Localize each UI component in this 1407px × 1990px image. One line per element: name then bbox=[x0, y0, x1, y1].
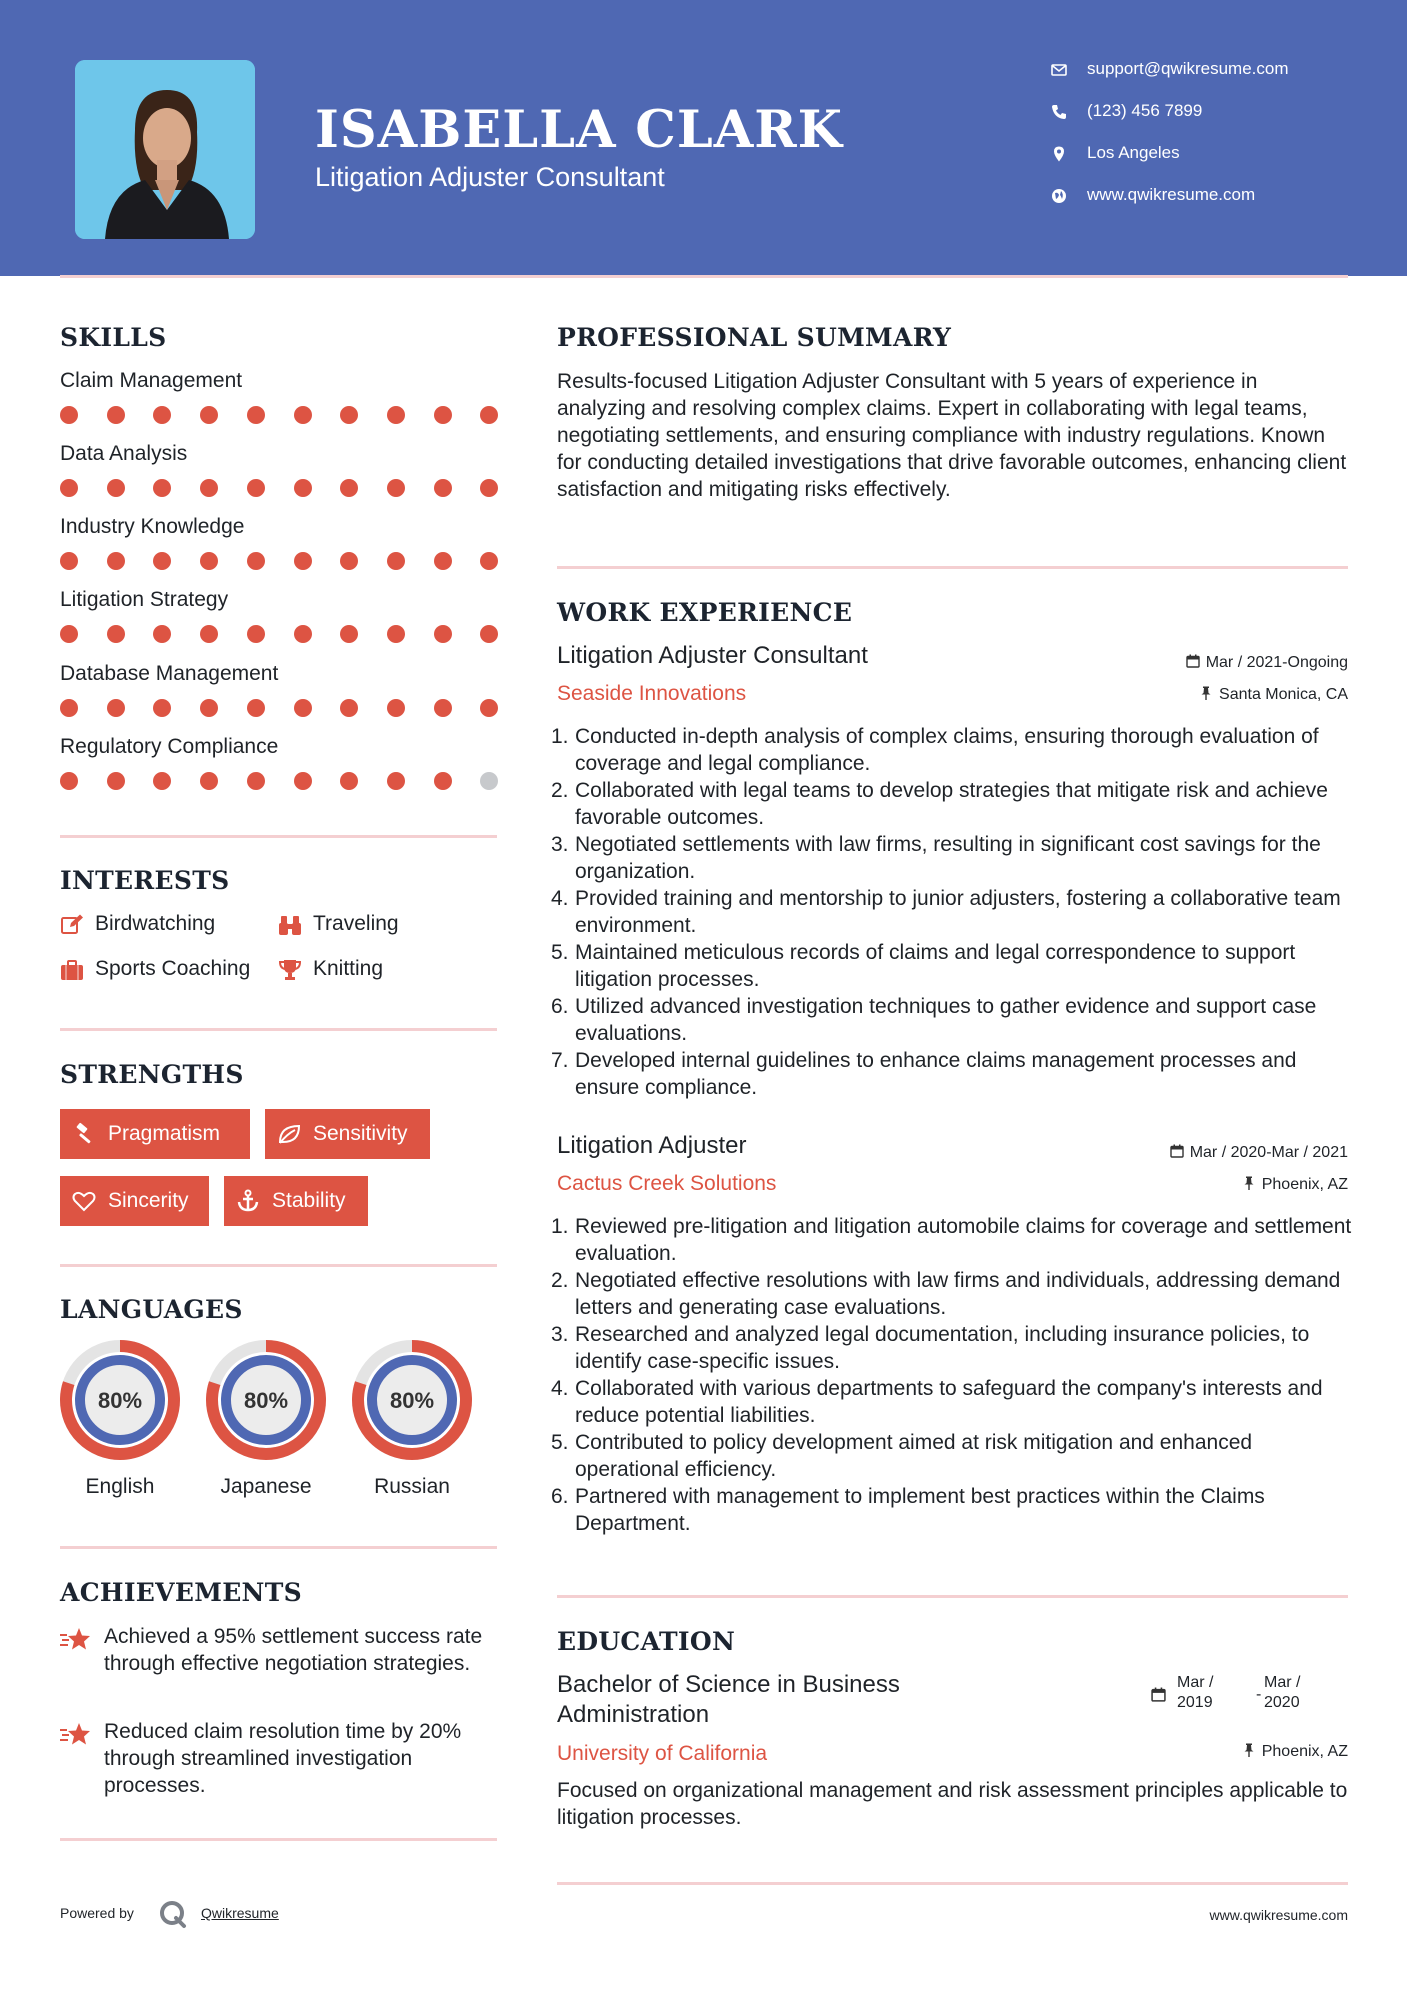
skill-rating bbox=[60, 625, 500, 645]
achievement-text: Achieved a 95% settlement success rate through effective negotiation strategies. bbox=[104, 1625, 483, 1675]
skill-dot-filled bbox=[434, 772, 452, 790]
job-dates bbox=[1170, 1144, 1348, 1162]
skill-dot-filled bbox=[294, 479, 312, 497]
job-bullet: 2. Negotiated effective resolutions with law firms and individuals, addressing demand letters and generating case evaluations. bbox=[551, 1269, 1341, 1319]
skill-dot-filled bbox=[107, 552, 125, 570]
gauge-percent-label: 80% bbox=[243, 1388, 289, 1413]
star-icon bbox=[60, 1627, 92, 1651]
skill-dot-filled bbox=[153, 406, 171, 424]
skill-dot-filled bbox=[247, 772, 265, 790]
briefcase-icon bbox=[60, 958, 84, 982]
strength-tag bbox=[60, 1109, 250, 1159]
skills-heading: SKILLS bbox=[60, 323, 167, 352]
skill-dot-filled bbox=[153, 625, 171, 643]
envelope-icon bbox=[1050, 61, 1068, 79]
calendar-icon bbox=[1151, 1687, 1166, 1702]
interest-label: Traveling bbox=[313, 912, 399, 935]
skill-dot-filled bbox=[480, 406, 498, 424]
skill-dot-filled bbox=[387, 406, 405, 424]
skill-dot-filled bbox=[480, 625, 498, 643]
skill-dot-filled bbox=[247, 552, 265, 570]
skill-dot-filled bbox=[387, 699, 405, 717]
skill-dot-filled bbox=[340, 479, 358, 497]
skill-dot-filled bbox=[434, 552, 452, 570]
job-location bbox=[1242, 1176, 1348, 1194]
interest-label: Birdwatching bbox=[95, 912, 216, 935]
skill-dot-filled bbox=[153, 772, 171, 790]
gauge-percent-label: 80% bbox=[97, 1388, 143, 1413]
job-location-text: Santa Monica, CA bbox=[1219, 686, 1348, 703]
skill-dot-filled bbox=[340, 406, 358, 424]
skill-dot-filled bbox=[60, 699, 78, 717]
job-title: Litigation Adjuster Consultant bbox=[557, 642, 868, 669]
skill-dot-filled bbox=[294, 625, 312, 643]
skill-dot-filled bbox=[480, 479, 498, 497]
skill-rating bbox=[60, 479, 500, 499]
skill-label: Regulatory Compliance bbox=[60, 735, 279, 758]
job-bullet: 2. Collaborated with legal teams to develop strategies that mitigate risk and achieve favorable outcomes. bbox=[551, 779, 1328, 829]
strengths-heading: STRENGTHS bbox=[60, 1060, 244, 1089]
job-dates-text: Mar / 2021-Ongoing bbox=[1205, 654, 1348, 671]
language-label: Japanese bbox=[220, 1475, 312, 1498]
language-label: Russian bbox=[374, 1475, 450, 1498]
skill-dot-filled bbox=[340, 699, 358, 717]
skill-dot-filled bbox=[107, 772, 125, 790]
globe-icon bbox=[1050, 187, 1068, 205]
section-divider bbox=[60, 1546, 497, 1549]
skill-dot-filled bbox=[434, 699, 452, 717]
contact-website-text: www.qwikresume.com bbox=[1087, 185, 1256, 204]
calendar-icon bbox=[1170, 1144, 1184, 1158]
anchor-icon bbox=[236, 1189, 260, 1213]
job-bullet: 3. Researched and analyzed legal documentation, including insurance policies, to identify case-specific issues. bbox=[551, 1323, 1310, 1373]
profile-photo bbox=[75, 60, 255, 239]
edu-location-text: Phoenix, AZ bbox=[1261, 1743, 1348, 1760]
summary-heading: PROFESSIONAL SUMMARY bbox=[557, 323, 952, 352]
skill-label: Industry Knowledge bbox=[60, 515, 245, 538]
interest-label: Knitting bbox=[313, 957, 384, 980]
job-bullet: 1. Reviewed pre-litigation and litigation automobile claims for coverage and settlement evaluation. bbox=[551, 1215, 1352, 1265]
pushpin-icon bbox=[1242, 1743, 1256, 1757]
skill-dot-filled bbox=[200, 772, 218, 790]
section-divider bbox=[60, 1838, 497, 1841]
header-banner bbox=[0, 0, 1407, 276]
language-gauge bbox=[351, 1339, 473, 1461]
section-divider bbox=[557, 1882, 1348, 1885]
edu-end-year: 2020 bbox=[1264, 1694, 1300, 1711]
edit-icon bbox=[60, 913, 84, 937]
strength-tag bbox=[265, 1109, 430, 1159]
summary-text: Results-focused Litigation Adjuster Consultant with 5 years of experience in analyzing and resolving complex claims. Expert in collaborating with legal teams, negotiating settlements, and ensuring compliance with industry regulations. Known for conducting detailed investigations that drive favorable outcomes, enhancing client satisfaction and mitigating risks effectively. bbox=[557, 370, 1347, 501]
skill-dot-filled bbox=[247, 479, 265, 497]
job-dates bbox=[1186, 654, 1348, 672]
skill-rating bbox=[60, 406, 500, 426]
skill-dot-filled bbox=[247, 406, 265, 424]
strength-label: Stability bbox=[272, 1189, 346, 1212]
company-name: Seaside Innovations bbox=[557, 682, 747, 705]
powered-by-label: Powered by bbox=[60, 1905, 134, 1921]
job-bullet: 4. Collaborated with various departments to safeguard the company's interests and reduce potential liabilities. bbox=[551, 1377, 1323, 1427]
education-description: Focused on organizational management and risk assessment principles applicable to litigation processes. bbox=[557, 1779, 1348, 1829]
skill-dot-filled bbox=[60, 406, 78, 424]
job-title: Litigation Adjuster bbox=[557, 1132, 747, 1159]
degree-title-line1: Bachelor of Science in Business bbox=[557, 1671, 900, 1698]
job-bullet: 5. Maintained meticulous records of claims and legal correspondence to support litigation processes. bbox=[551, 941, 1296, 991]
gauge-percent-label: 80% bbox=[389, 1388, 435, 1413]
job-bullets bbox=[551, 723, 1355, 1101]
job-bullet: 3. Negotiated settlements with law firms, resulting in significant cost savings for the organization. bbox=[551, 833, 1321, 883]
job-bullet: 6. Partnered with management to implement best practices within the Claims Department. bbox=[551, 1485, 1265, 1535]
calendar-icon bbox=[1186, 654, 1200, 668]
achievement-text: Reduced claim resolution time by 20% through streamlined investigation processes. bbox=[104, 1720, 462, 1797]
company-name: Cactus Creek Solutions bbox=[557, 1172, 777, 1195]
job-bullet: 4. Provided training and mentorship to junior adjusters, fostering a collaborative team environment. bbox=[551, 887, 1341, 937]
section-divider bbox=[557, 566, 1348, 569]
star-icon bbox=[60, 1722, 92, 1746]
section-divider bbox=[60, 835, 497, 838]
language-label: English bbox=[85, 1475, 155, 1498]
skill-dot-filled bbox=[60, 625, 78, 643]
experience-heading: WORK EXPERIENCE bbox=[557, 598, 853, 627]
strength-label: Sincerity bbox=[108, 1189, 189, 1212]
edu-start-year: 2019 bbox=[1177, 1694, 1213, 1711]
skill-label: Database Management bbox=[60, 662, 279, 685]
skill-dot-filled bbox=[200, 406, 218, 424]
skill-dot-filled bbox=[60, 479, 78, 497]
skill-dot-filled bbox=[480, 699, 498, 717]
achievements-heading: ACHIEVEMENTS bbox=[60, 1578, 302, 1607]
section-divider bbox=[60, 1264, 497, 1267]
qwikresume-link[interactable]: Qwikresume bbox=[201, 1905, 279, 1921]
footer-website-link[interactable]: www.qwikresume.com bbox=[1209, 1907, 1348, 1923]
languages-heading: LANGUAGES bbox=[60, 1295, 243, 1324]
candidate-name: ISABELLA CLARK bbox=[315, 100, 844, 160]
job-bullets bbox=[551, 1213, 1355, 1537]
edu-date-dash: - bbox=[1256, 1686, 1262, 1703]
language-gauge bbox=[59, 1339, 181, 1461]
edu-start-month: Mar / bbox=[1177, 1674, 1214, 1691]
skill-dot-filled bbox=[387, 625, 405, 643]
skill-rating bbox=[60, 772, 500, 792]
job-location bbox=[1199, 686, 1348, 704]
degree-title-line2: Administration bbox=[557, 1701, 710, 1728]
header-divider bbox=[60, 275, 1348, 278]
skill-dot-filled bbox=[434, 406, 452, 424]
skill-rating bbox=[60, 552, 500, 572]
skill-label: Litigation Strategy bbox=[60, 588, 229, 611]
strength-tag bbox=[60, 1176, 209, 1226]
skill-label: Data Analysis bbox=[60, 442, 188, 465]
skill-dot-filled bbox=[153, 552, 171, 570]
strength-label: Pragmatism bbox=[108, 1122, 221, 1145]
contact-phone-text: (123) 456 7899 bbox=[1087, 101, 1203, 120]
skill-dot-filled bbox=[107, 479, 125, 497]
skill-dot-filled bbox=[60, 772, 78, 790]
school-name: University of California bbox=[557, 1742, 768, 1765]
contact-email-text: support@qwikresume.com bbox=[1087, 59, 1289, 78]
skill-dot-filled bbox=[340, 772, 358, 790]
skill-dot-empty bbox=[480, 772, 498, 790]
skill-dot-filled bbox=[434, 625, 452, 643]
skill-dot-filled bbox=[200, 699, 218, 717]
map-pin-icon bbox=[1050, 145, 1068, 163]
skill-label: Claim Management bbox=[60, 369, 243, 392]
pushpin-icon bbox=[1199, 686, 1213, 700]
skill-dot-filled bbox=[387, 772, 405, 790]
job-bullet: 7. Developed internal guidelines to enhance claims management processes and ensure compliance. bbox=[551, 1049, 1297, 1099]
skill-dot-filled bbox=[60, 552, 78, 570]
skill-dot-filled bbox=[387, 479, 405, 497]
section-divider bbox=[557, 1595, 1348, 1598]
interest-label: Sports Coaching bbox=[95, 957, 251, 980]
job-bullet: 1. Conducted in-depth analysis of complex claims, ensuring thorough evaluation of coverage and legal compliance. bbox=[551, 725, 1319, 775]
skill-rating bbox=[60, 699, 500, 719]
skill-dot-filled bbox=[387, 552, 405, 570]
skill-dot-filled bbox=[107, 406, 125, 424]
achievement-item bbox=[60, 1623, 500, 1677]
edu-location bbox=[1242, 1743, 1348, 1761]
skill-dot-filled bbox=[294, 699, 312, 717]
candidate-title: Litigation Adjuster Consultant bbox=[315, 162, 665, 192]
job-dates-text: Mar / 2020-Mar / 2021 bbox=[1189, 1144, 1348, 1161]
leaf-icon bbox=[277, 1122, 301, 1146]
skill-dot-filled bbox=[247, 699, 265, 717]
skill-dot-filled bbox=[294, 772, 312, 790]
edu-end-month: Mar / bbox=[1264, 1674, 1301, 1691]
skill-dot-filled bbox=[153, 699, 171, 717]
skill-dot-filled bbox=[247, 625, 265, 643]
skill-dot-filled bbox=[294, 406, 312, 424]
skill-dot-filled bbox=[294, 552, 312, 570]
education-heading: EDUCATION bbox=[557, 1627, 736, 1656]
section-divider bbox=[60, 1028, 497, 1031]
skill-dot-filled bbox=[200, 479, 218, 497]
language-gauge bbox=[205, 1339, 327, 1461]
skill-dot-filled bbox=[340, 625, 358, 643]
strength-label: Sensitivity bbox=[313, 1122, 408, 1145]
phone-icon bbox=[1050, 103, 1068, 121]
contact-location-text: Los Angeles bbox=[1087, 143, 1180, 162]
gavel-icon bbox=[72, 1122, 96, 1146]
pushpin-icon bbox=[1242, 1176, 1256, 1190]
achievement-item bbox=[60, 1718, 500, 1799]
heart-icon bbox=[72, 1189, 96, 1213]
job-location-text: Phoenix, AZ bbox=[1261, 1176, 1348, 1193]
skill-dot-filled bbox=[200, 552, 218, 570]
trophy-icon bbox=[278, 958, 302, 982]
skill-dot-filled bbox=[340, 552, 358, 570]
qwikresume-logo-icon bbox=[158, 1899, 188, 1929]
job-bullet: 5. Contributed to policy development aimed at risk mitigation and enhanced operational efficiency. bbox=[551, 1431, 1253, 1481]
skill-dot-filled bbox=[200, 625, 218, 643]
strength-tag bbox=[224, 1176, 368, 1226]
skill-dot-filled bbox=[107, 699, 125, 717]
binoculars-icon bbox=[278, 913, 302, 937]
skill-dot-filled bbox=[153, 479, 171, 497]
interests-heading: INTERESTS bbox=[60, 866, 230, 895]
job-bullet: 6. Utilized advanced investigation techniques to gather evidence and support case evaluations. bbox=[551, 995, 1317, 1045]
skill-dot-filled bbox=[434, 479, 452, 497]
skill-dot-filled bbox=[107, 625, 125, 643]
skill-dot-filled bbox=[480, 552, 498, 570]
